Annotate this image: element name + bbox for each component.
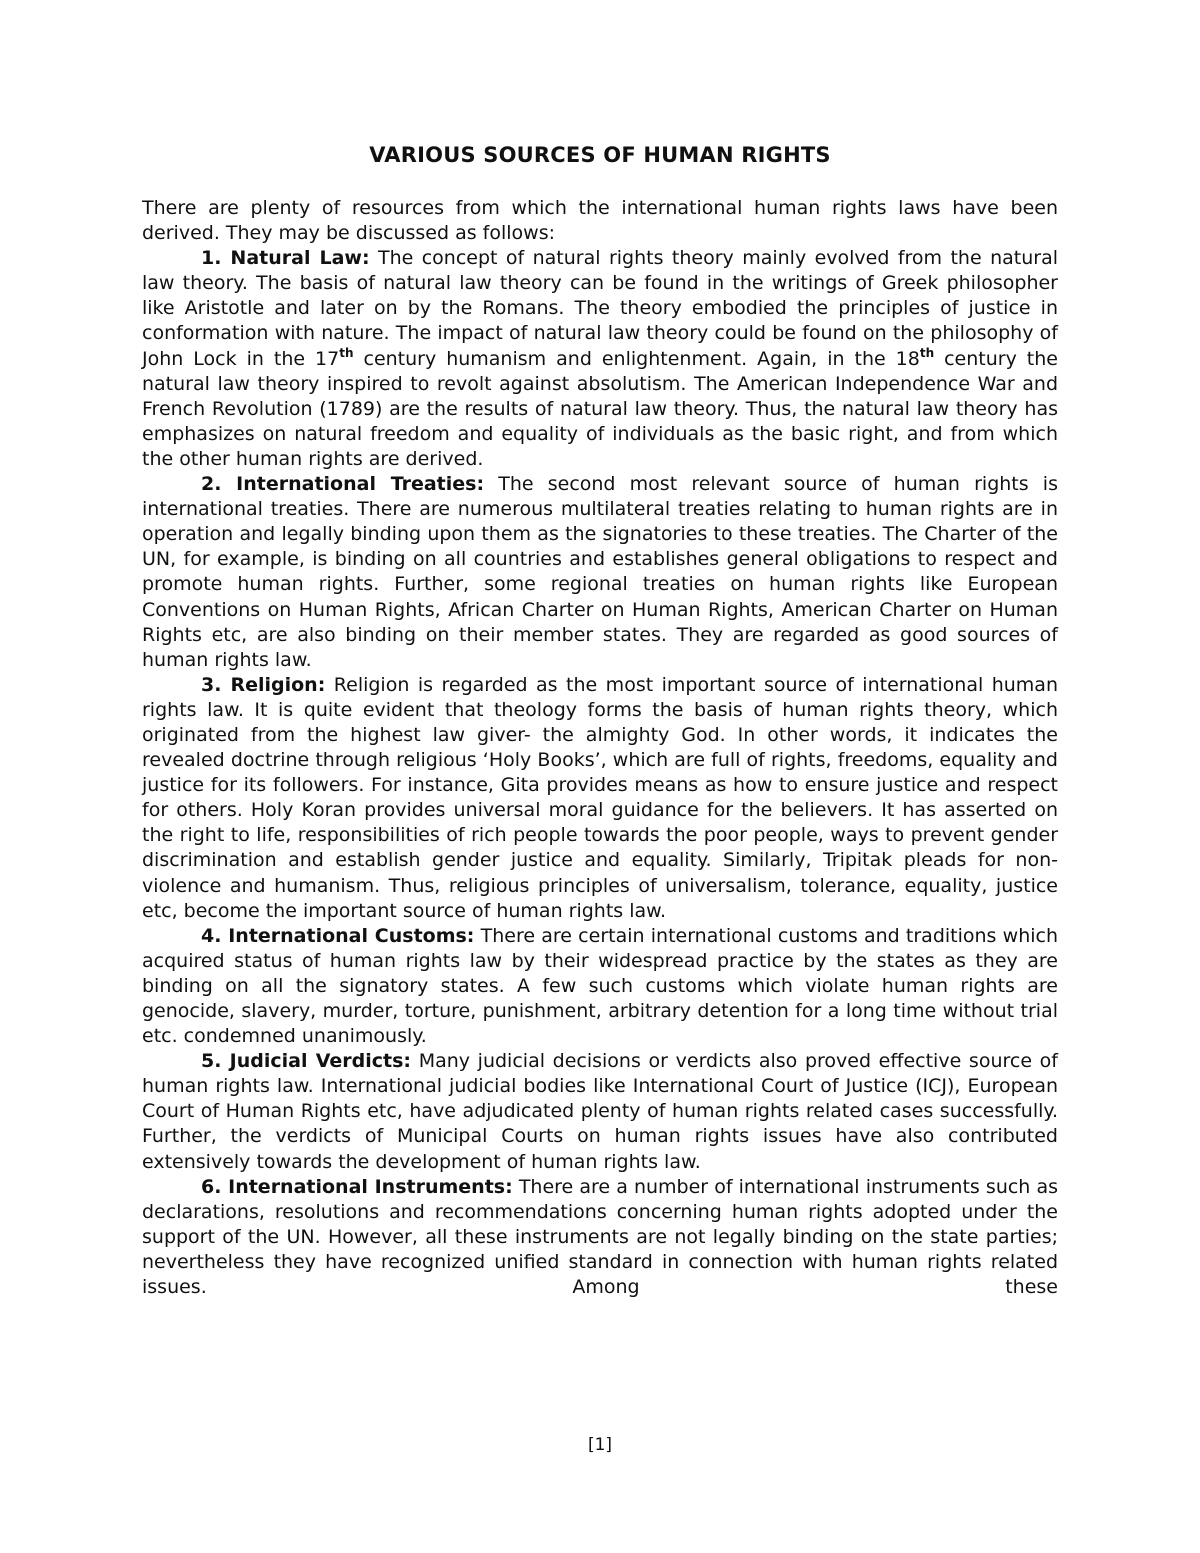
item-text: The second most relevant source of human rights is international treaties. There are numerous multilateral treaties relating to human rights are in operation and legally binding upon them as the signatories to these treaties. The Charter of the UN, for example, is binding on all countries and establishes general obligations to respect and promote human rights. Further, some regional treaties on human rights like European Conventions on Human Rights, African Charter on Human Rights, American Charter on Human Rights etc, are also binding on their member states. They are regarded as good sources of human rights law. (142, 473, 1058, 671)
document-title: VARIOUS SOURCES OF HUMAN RIGHTS (369, 143, 831, 167)
source-item-religion (142, 673, 1058, 924)
item-heading: 4. International Customs: (201, 924, 475, 947)
item-heading: 5. Judicial Verdicts: (201, 1050, 412, 1073)
item-heading: 1. Natural Law: (201, 247, 370, 270)
item-heading: 2. International Treaties: (201, 473, 485, 496)
source-item-judicial-verdicts (142, 1049, 1058, 1174)
superscript: th (339, 345, 354, 360)
source-item-international-customs (142, 924, 1058, 1049)
source-item-natural-law (142, 246, 1058, 472)
source-item-international-treaties (142, 472, 1058, 673)
item-text: The concept of natural rights theory mainly evolved from the natural law theory. The basis of natural law theory can be found in the writings of Greek philosopher like Aristotle and later on by the Romans. The theory embodied the principles of justice in conformation with nature. The impact of natural law theory could be found on the philosophy of John Lock in the 17 (142, 247, 1058, 370)
item-text: There are a number of international instruments such as declarations, resolutions and recommendations concerning human rights adopted under the support of the UN. However, all these instruments are not legally binding on the state parties; nevertheless they have recognized unified standard in connection with human rights related issues. Among these (142, 1175, 1059, 1299)
item-text: century humanism and enlightenment. Again, in the 18 (353, 347, 920, 370)
item-text: Religion is regarded as the most important source of international human rights law. It is quite evident that theology forms the basis of human rights theory, which originated from the highest law giver- the almighty God. In other words, it indicates the revealed doctrine through religious ‘Holy Books’, which are full of rights, freedoms, equality and justice for its followers. For instance, Gita provides means as how to ensure justice and respect for others. Holy Koran provides universal moral guidance for the believers. It has asserted on the right to life, responsibilities of rich people towards the poor people, ways to prevent gender discrimination and establish gender justice and equality. Similarly, Tripitak pleads for non-violence and humanism. Thus, religious principles of universalism, tolerance, equality, justice etc, become the important source of human rights law. (142, 673, 1058, 922)
item-text: There are certain international customs and traditions which acquired status of human rights law by their widespread practice by the states as they are binding on all the signatory states. A few such customs which violate human rights are genocide, slavery, murder, torture, punishment, arbitrary detention for a long time without trial etc. condemned unanimously. (142, 924, 1058, 1048)
item-text: century the natural law theory inspired to revolt against absolutism. The American Independence War and French Revolution (1789) are the results of natural law theory. Thus, the natural law theory has emphasizes on natural freedom and equality of individuals as the basic right, and from which the other human rights are derived. (142, 347, 1058, 470)
document-body (142, 196, 1058, 1300)
page-number: [1] (587, 1435, 613, 1455)
item-text: Many judicial decisions or verdicts also proved effective source of human rights law. International judicial bodies like International Court of Justice (ICJ), European Court of Human Rights etc, have adjudicated plenty of human rights related cases successfully. Further, the verdicts of Municipal Courts on human rights issues have also contributed extensively towards the development of human rights law. (142, 1050, 1058, 1173)
source-item-international-instruments (142, 1175, 1058, 1300)
intro-paragraph: There are plenty of resources from which the international human rights laws have been derived. They may be discussed as follows: (142, 197, 1058, 245)
superscript: th (919, 345, 935, 360)
item-heading: 3. Religion: (201, 673, 326, 696)
item-heading: 6. International Instruments: (201, 1175, 513, 1198)
